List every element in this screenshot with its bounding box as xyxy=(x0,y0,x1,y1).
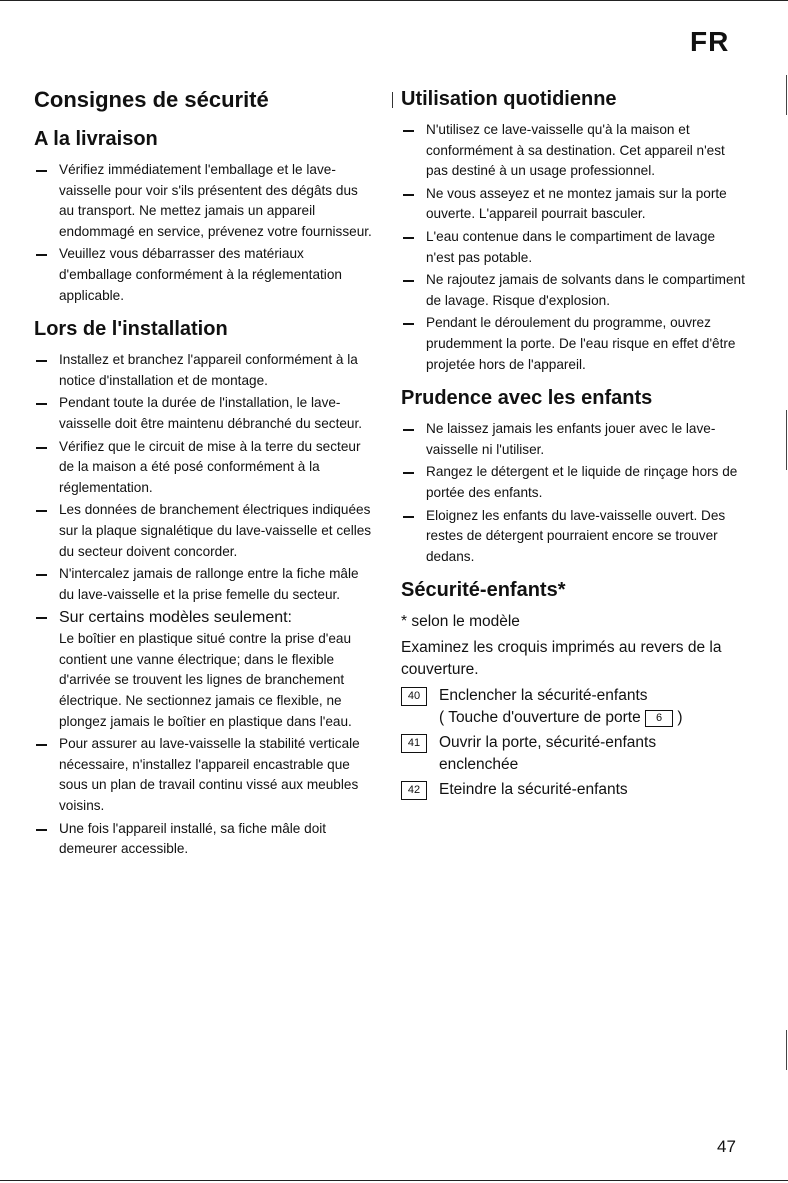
page-number: 47 xyxy=(717,1137,736,1156)
language-code: FR xyxy=(690,26,730,57)
childlock-intro: Examinez les croquis imprimés au revers de la couverture. xyxy=(401,639,722,679)
childlock-section xyxy=(401,577,746,801)
bottom-rule xyxy=(0,1180,788,1181)
list-item: Pendant toute la durée de l'installation, le lave-vaisselle doit être maintenu débranché du secteur. xyxy=(34,393,374,434)
children-heading: Prudence avec les enfants xyxy=(401,387,653,410)
list-item: Les données de branchement électriques indiquées sur la plaque signalétique du lave-vaisselle et celles du secteur doivent concorder. xyxy=(34,500,374,562)
list-item: Une fois l'appareil installé, sa fiche mâle doit demeurer accessible. xyxy=(34,819,374,860)
installation-heading: Lors de l'installation xyxy=(34,318,228,341)
special-lead: Sur certains modèles seulement: xyxy=(59,609,292,627)
list-item: Pendant le déroulement du programme, ouvrez prudemment la porte. De l'eau risque en effet d'être projetée hors de l'appareil. xyxy=(401,313,746,375)
list-item: N'intercalez jamais de rallonge entre la fiche mâle du lave-vaisselle et la prise femelle du secteur. xyxy=(34,564,374,605)
step-label: Eteindre la sécurité-enfants xyxy=(439,781,628,799)
children-section xyxy=(401,385,746,567)
daily-heading: Utilisation quotidienne xyxy=(401,88,617,110)
list-item: L'eau contenue dans le compartiment de lavage n'est pas potable. xyxy=(401,227,746,268)
list-item: Ne laissez jamais les enfants jouer avec le lave-vaisselle ni l'utiliser. xyxy=(401,419,746,460)
childlock-heading: Sécurité-enfants* xyxy=(401,579,566,602)
list-item: Ne vous asseyez et ne montez jamais sur la porte ouverte. L'appareil pourrait basculer. xyxy=(401,184,746,225)
page-title: Consignes de sécurité xyxy=(34,87,269,112)
list-item: Vérifiez que le circuit de mise à la terre du secteur de la maison a été posé conformément à la réglementation. xyxy=(34,437,374,499)
model-footnote: * selon le modèle xyxy=(401,613,520,631)
step-row xyxy=(401,779,746,801)
list-item: N'utilisez ce lave-vaisselle qu'à la maison et conformément à sa destination. Cet appareil n'est pas destiné à un usage professionnel. xyxy=(401,120,746,182)
delivery-list xyxy=(34,160,374,306)
right-edge-mark xyxy=(786,1030,787,1070)
delivery-heading: A la livraison xyxy=(34,128,158,150)
step-text xyxy=(439,732,656,776)
step-sub-prefix: ( Touche d'ouverture de porte xyxy=(439,709,641,727)
left-column xyxy=(34,86,374,870)
top-rule xyxy=(0,0,788,1)
step-subtext xyxy=(439,707,683,729)
delivery-section xyxy=(34,126,374,306)
step-text xyxy=(439,685,683,729)
step-row xyxy=(401,732,746,776)
installation-section xyxy=(34,316,374,860)
installation-list xyxy=(34,350,374,860)
step-sub-suffix: ) xyxy=(673,709,683,727)
figure-ref-box: 41 xyxy=(401,734,427,753)
children-list xyxy=(401,419,746,567)
step-subtext: enclenchée xyxy=(439,756,519,774)
daily-list xyxy=(401,120,746,375)
daily-section xyxy=(401,86,746,375)
list-item: Installez et branchez l'appareil conformément à la notice d'installation et de montage. xyxy=(34,350,374,391)
list-item: Pour assurer au lave-vaisselle la stabilité verticale nécessaire, n'installez l'appareil encastrable que sous un plan de travail continu vissé aux meubles voisins. xyxy=(34,734,374,816)
list-item: Rangez le détergent et le liquide de rinçage hors de portée des enfants. xyxy=(401,462,746,503)
column-divider xyxy=(392,92,393,108)
right-edge-mark xyxy=(786,75,787,115)
right-column xyxy=(401,86,746,811)
list-item: Veuillez vous débarrasser des matériaux d'emballage conformément à la réglementation applicable. xyxy=(34,244,374,306)
right-edge-mark xyxy=(786,410,787,470)
list-item: Eloignez les enfants du lave-vaisselle ouvert. Des restes de détergent pourraient encore se trouver dedans. xyxy=(401,506,746,568)
step-row xyxy=(401,685,746,729)
special-text: Le boîtier en plastique situé contre la prise d'eau contient une vanne électrique; dans le flexible d'arrivée se trouvent les lignes de branchement électrique. Ne sectionnez jamais ce flexible, ne plongez jamais le boîtier en plastique dans l'eau. xyxy=(59,631,352,729)
childlock-steps xyxy=(401,685,746,801)
list-item: Vérifiez immédiatement l'emballage et le lave-vaisselle pour voir s'ils présentent des dégâts dus au transport. Ne mettez jamais un appareil endommagé en service, prévenez votre fournisseur. xyxy=(34,160,374,242)
step-label: Enclencher la sécurité-enfants xyxy=(439,687,648,705)
list-item: Ne rajoutez jamais de solvants dans le compartiment de lavage. Risque d'explosion. xyxy=(401,270,746,311)
list-item-special xyxy=(34,607,374,732)
figure-ref-box: 42 xyxy=(401,781,427,800)
figure-ref-box: 6 xyxy=(645,710,673,727)
figure-ref-box: 40 xyxy=(401,687,427,706)
step-label: Ouvrir la porte, sécurité-enfants xyxy=(439,734,657,752)
